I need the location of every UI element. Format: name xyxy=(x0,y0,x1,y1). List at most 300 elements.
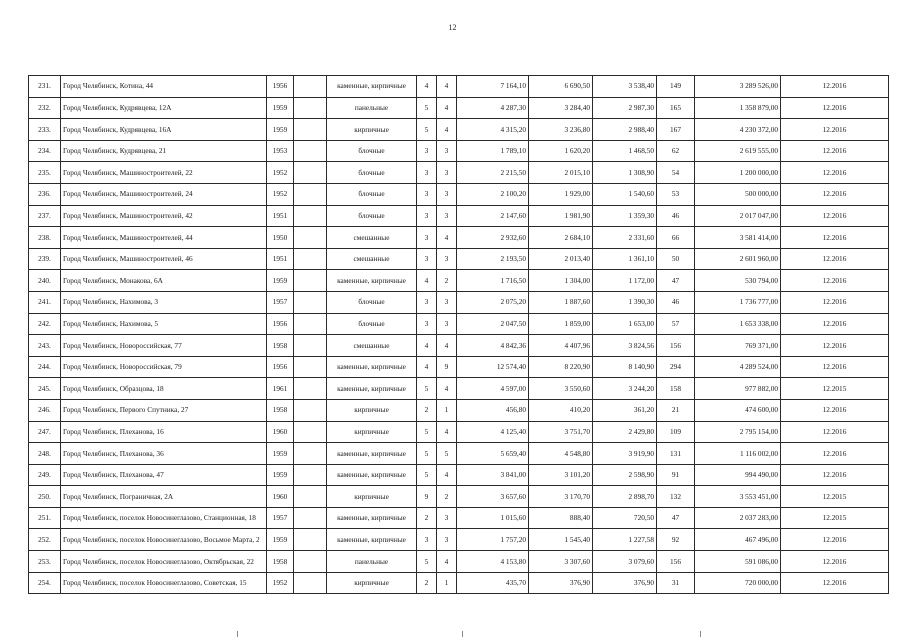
residential-area-cell: 3 079,60 xyxy=(593,551,657,573)
residents-cell: 53 xyxy=(657,183,695,205)
year-cell: 1959 xyxy=(267,97,294,119)
blank-cell xyxy=(294,335,327,357)
wall-material-cell: блочные xyxy=(327,205,417,227)
wall-material-cell: каменные, кирпичные xyxy=(327,270,417,292)
residents-cell: 149 xyxy=(657,76,695,98)
floors-cell: 5 xyxy=(417,378,437,400)
year-cell: 1961 xyxy=(267,378,294,400)
blank-cell xyxy=(294,507,327,529)
year-cell: 1958 xyxy=(267,399,294,421)
floors-cell: 5 xyxy=(417,119,437,141)
row-number: 250. xyxy=(29,486,61,508)
year-cell: 1960 xyxy=(267,421,294,443)
row-number: 235. xyxy=(29,162,61,184)
living-area-cell: 4 548,80 xyxy=(529,443,593,465)
year-cell: 1953 xyxy=(267,140,294,162)
blank-cell xyxy=(294,140,327,162)
entrances-cell: 3 xyxy=(437,313,457,335)
address-cell: Город Челябинск, Первого Спутника, 27 xyxy=(61,399,267,421)
residents-cell: 158 xyxy=(657,378,695,400)
table-row xyxy=(29,97,889,119)
residential-area-cell: 1 172,00 xyxy=(593,270,657,292)
entrances-cell: 5 xyxy=(437,443,457,465)
residential-area-cell: 1 653,00 xyxy=(593,313,657,335)
total-area-cell: 4 842,36 xyxy=(457,335,529,357)
row-number: 246. xyxy=(29,399,61,421)
blank-cell xyxy=(294,421,327,443)
row-number: 238. xyxy=(29,227,61,249)
living-area-cell: 410,20 xyxy=(529,399,593,421)
living-area-cell: 8 220,90 xyxy=(529,356,593,378)
living-area-cell: 1 887,60 xyxy=(529,291,593,313)
residential-area-cell: 1 390,30 xyxy=(593,291,657,313)
row-number: 234. xyxy=(29,140,61,162)
living-area-cell: 3 236,80 xyxy=(529,119,593,141)
row-number: 242. xyxy=(29,313,61,335)
date-cell: 12.2016 xyxy=(781,443,889,465)
date-cell: 12.2016 xyxy=(781,97,889,119)
floors-cell: 9 xyxy=(417,486,437,508)
table-row xyxy=(29,443,889,465)
residents-cell: 109 xyxy=(657,421,695,443)
floors-cell: 3 xyxy=(417,291,437,313)
residents-cell: 156 xyxy=(657,335,695,357)
address-cell: Город Челябинск, Машиностроителей, 46 xyxy=(61,248,267,270)
cost-cell: 467 496,00 xyxy=(695,529,781,551)
year-cell: 1959 xyxy=(267,529,294,551)
date-cell: 12.2015 xyxy=(781,378,889,400)
residents-cell: 167 xyxy=(657,119,695,141)
residential-area-cell: 3 244,20 xyxy=(593,378,657,400)
residents-cell: 131 xyxy=(657,443,695,465)
cost-cell: 1 358 879,00 xyxy=(695,97,781,119)
table-row xyxy=(29,529,889,551)
floors-cell: 2 xyxy=(417,399,437,421)
living-area-cell: 2 015,10 xyxy=(529,162,593,184)
row-number: 249. xyxy=(29,464,61,486)
date-cell: 12.2016 xyxy=(781,270,889,292)
date-cell: 12.2016 xyxy=(781,248,889,270)
date-cell: 12.2016 xyxy=(781,76,889,98)
residents-cell: 50 xyxy=(657,248,695,270)
total-area-cell: 2 215,50 xyxy=(457,162,529,184)
date-cell: 12.2016 xyxy=(781,572,889,594)
table-row xyxy=(29,140,889,162)
wall-material-cell: кирпичные xyxy=(327,421,417,443)
entrances-cell: 4 xyxy=(437,119,457,141)
residential-area-cell: 1 359,30 xyxy=(593,205,657,227)
row-number: 236. xyxy=(29,183,61,205)
year-cell: 1956 xyxy=(267,313,294,335)
year-cell: 1959 xyxy=(267,119,294,141)
floors-cell: 5 xyxy=(417,443,437,465)
living-area-cell: 6 690,50 xyxy=(529,76,593,98)
cost-cell: 474 600,00 xyxy=(695,399,781,421)
entrances-cell: 4 xyxy=(437,464,457,486)
residential-area-cell: 8 140,90 xyxy=(593,356,657,378)
wall-material-cell: каменные, кирпичные xyxy=(327,443,417,465)
total-area-cell: 2 100,20 xyxy=(457,183,529,205)
total-area-cell: 4 287,30 xyxy=(457,97,529,119)
cost-cell: 500 000,00 xyxy=(695,183,781,205)
residential-area-cell: 3 824,56 xyxy=(593,335,657,357)
residential-area-cell: 1 308,90 xyxy=(593,162,657,184)
entrances-cell: 4 xyxy=(437,378,457,400)
wall-material-cell: каменные, кирпичные xyxy=(327,464,417,486)
total-area-cell: 3 841,00 xyxy=(457,464,529,486)
entrances-cell: 3 xyxy=(437,529,457,551)
wall-material-cell: панельные xyxy=(327,551,417,573)
year-cell: 1958 xyxy=(267,551,294,573)
entrances-cell: 3 xyxy=(437,183,457,205)
address-cell: Город Челябинск, Новороссийская, 79 xyxy=(61,356,267,378)
row-number: 231. xyxy=(29,76,61,98)
table-row xyxy=(29,162,889,184)
residents-cell: 46 xyxy=(657,205,695,227)
residents-cell: 57 xyxy=(657,313,695,335)
entrances-cell: 3 xyxy=(437,507,457,529)
date-cell: 12.2015 xyxy=(781,486,889,508)
residential-area-cell: 361,20 xyxy=(593,399,657,421)
wall-material-cell: смешанные xyxy=(327,227,417,249)
living-area-cell: 3 307,60 xyxy=(529,551,593,573)
residents-cell: 46 xyxy=(657,291,695,313)
entrances-cell: 3 xyxy=(437,248,457,270)
blank-cell xyxy=(294,443,327,465)
date-cell: 12.2016 xyxy=(781,464,889,486)
total-area-cell: 2 932,60 xyxy=(457,227,529,249)
residential-area-cell: 2 429,80 xyxy=(593,421,657,443)
date-cell: 12.2016 xyxy=(781,551,889,573)
living-area-cell: 1 620,20 xyxy=(529,140,593,162)
wall-material-cell: каменные, кирпичные xyxy=(327,76,417,98)
floors-cell: 2 xyxy=(417,507,437,529)
wall-material-cell: каменные, кирпичные xyxy=(327,378,417,400)
row-number: 240. xyxy=(29,270,61,292)
total-area-cell: 1 716,50 xyxy=(457,270,529,292)
entrances-cell: 2 xyxy=(437,270,457,292)
address-cell: Город Челябинск, Плеханова, 47 xyxy=(61,464,267,486)
floors-cell: 5 xyxy=(417,551,437,573)
address-cell: Город Челябинск, Плеханова, 16 xyxy=(61,421,267,443)
wall-material-cell: блочные xyxy=(327,313,417,335)
row-number: 254. xyxy=(29,572,61,594)
cost-cell: 1 116 002,00 xyxy=(695,443,781,465)
table-row xyxy=(29,551,889,573)
cost-cell: 2 619 555,00 xyxy=(695,140,781,162)
cost-cell: 977 882,00 xyxy=(695,378,781,400)
wall-material-cell: каменные, кирпичные xyxy=(327,356,417,378)
year-cell: 1959 xyxy=(267,464,294,486)
row-number: 237. xyxy=(29,205,61,227)
row-number: 253. xyxy=(29,551,61,573)
residents-cell: 92 xyxy=(657,529,695,551)
residents-cell: 31 xyxy=(657,572,695,594)
cost-cell: 2 601 960,00 xyxy=(695,248,781,270)
residents-cell: 21 xyxy=(657,399,695,421)
entrances-cell: 4 xyxy=(437,76,457,98)
cost-cell: 530 794,00 xyxy=(695,270,781,292)
entrances-cell: 9 xyxy=(437,356,457,378)
total-area-cell: 4 153,80 xyxy=(457,551,529,573)
table-row xyxy=(29,270,889,292)
residential-area-cell: 2 987,30 xyxy=(593,97,657,119)
cost-cell: 2 017 047,00 xyxy=(695,205,781,227)
row-number: 251. xyxy=(29,507,61,529)
wall-material-cell: каменные, кирпичные xyxy=(327,529,417,551)
living-area-cell: 3 550,60 xyxy=(529,378,593,400)
total-area-cell: 4 315,20 xyxy=(457,119,529,141)
blank-cell xyxy=(294,270,327,292)
year-cell: 1957 xyxy=(267,291,294,313)
living-area-cell: 3 101,20 xyxy=(529,464,593,486)
table-row xyxy=(29,119,889,141)
table-body xyxy=(29,76,889,594)
residential-area-cell: 1 468,50 xyxy=(593,140,657,162)
wall-material-cell: панельные xyxy=(327,97,417,119)
table-row xyxy=(29,507,889,529)
residents-cell: 294 xyxy=(657,356,695,378)
table-row xyxy=(29,486,889,508)
address-cell: Город Челябинск, Монакова, 6А xyxy=(61,270,267,292)
table-row xyxy=(29,464,889,486)
total-area-cell: 2 193,50 xyxy=(457,248,529,270)
blank-cell xyxy=(294,313,327,335)
total-area-cell: 12 574,40 xyxy=(457,356,529,378)
cost-cell: 3 581 414,00 xyxy=(695,227,781,249)
living-area-cell: 1 859,00 xyxy=(529,313,593,335)
address-cell: Город Челябинск, поселок Новосинеглазово, Советская, 15 xyxy=(61,572,267,594)
table-row xyxy=(29,76,889,98)
entrances-cell: 4 xyxy=(437,335,457,357)
floors-cell: 3 xyxy=(417,183,437,205)
wall-material-cell: кирпичные xyxy=(327,399,417,421)
total-area-cell: 456,80 xyxy=(457,399,529,421)
date-cell: 12.2016 xyxy=(781,119,889,141)
living-area-cell: 1 304,00 xyxy=(529,270,593,292)
year-cell: 1950 xyxy=(267,227,294,249)
total-area-cell: 2 147,60 xyxy=(457,205,529,227)
year-cell: 1952 xyxy=(267,162,294,184)
floors-cell: 5 xyxy=(417,421,437,443)
address-cell: Город Челябинск, Машиностроителей, 42 xyxy=(61,205,267,227)
residential-area-cell: 1 361,10 xyxy=(593,248,657,270)
wall-material-cell: смешанные xyxy=(327,335,417,357)
address-cell: Город Челябинск, Пограничная, 2А xyxy=(61,486,267,508)
row-number: 233. xyxy=(29,119,61,141)
table-row xyxy=(29,248,889,270)
date-cell: 12.2016 xyxy=(781,356,889,378)
living-area-cell: 2 684,10 xyxy=(529,227,593,249)
living-area-cell: 2 013,40 xyxy=(529,248,593,270)
floors-cell: 3 xyxy=(417,529,437,551)
blank-cell xyxy=(294,551,327,573)
residential-area-cell: 1 540,60 xyxy=(593,183,657,205)
residents-cell: 47 xyxy=(657,507,695,529)
year-cell: 1951 xyxy=(267,248,294,270)
blank-cell xyxy=(294,248,327,270)
address-cell: Город Челябинск, Котина, 44 xyxy=(61,76,267,98)
year-cell: 1952 xyxy=(267,183,294,205)
date-cell: 12.2016 xyxy=(781,291,889,313)
total-area-cell: 4 125,40 xyxy=(457,421,529,443)
year-cell: 1960 xyxy=(267,486,294,508)
address-cell: Город Челябинск, поселок Новосинеглазово, Восьмое Марта, 2 xyxy=(61,529,267,551)
cost-cell: 4 230 372,00 xyxy=(695,119,781,141)
floors-cell: 3 xyxy=(417,162,437,184)
address-cell: Город Челябинск, Кудрявцева, 16А xyxy=(61,119,267,141)
cost-cell: 591 086,00 xyxy=(695,551,781,573)
living-area-cell: 1 981,90 xyxy=(529,205,593,227)
year-cell: 1957 xyxy=(267,507,294,529)
cost-cell: 994 490,00 xyxy=(695,464,781,486)
table-row xyxy=(29,313,889,335)
residents-cell: 54 xyxy=(657,162,695,184)
total-area-cell: 1 757,20 xyxy=(457,529,529,551)
total-area-cell: 1 789,10 xyxy=(457,140,529,162)
total-area-cell: 7 164,10 xyxy=(457,76,529,98)
housing-registry-table xyxy=(28,75,889,594)
total-area-cell: 5 659,40 xyxy=(457,443,529,465)
table-row xyxy=(29,421,889,443)
blank-cell xyxy=(294,464,327,486)
date-cell: 12.2016 xyxy=(781,335,889,357)
residential-area-cell: 2 988,40 xyxy=(593,119,657,141)
residents-cell: 62 xyxy=(657,140,695,162)
table-row xyxy=(29,227,889,249)
year-cell: 1959 xyxy=(267,270,294,292)
blank-cell xyxy=(294,183,327,205)
wall-material-cell: блочные xyxy=(327,183,417,205)
address-cell: Город Челябинск, Кудрявцева, 12А xyxy=(61,97,267,119)
date-cell: 12.2016 xyxy=(781,421,889,443)
date-cell: 12.2016 xyxy=(781,313,889,335)
living-area-cell: 376,90 xyxy=(529,572,593,594)
row-number: 248. xyxy=(29,443,61,465)
residential-area-cell: 720,50 xyxy=(593,507,657,529)
blank-cell xyxy=(294,291,327,313)
floors-cell: 3 xyxy=(417,313,437,335)
cost-cell: 2 795 154,00 xyxy=(695,421,781,443)
living-area-cell: 1 545,40 xyxy=(529,529,593,551)
date-cell: 12.2016 xyxy=(781,140,889,162)
entrances-cell: 2 xyxy=(437,486,457,508)
residential-area-cell: 2 598,90 xyxy=(593,464,657,486)
residents-cell: 132 xyxy=(657,486,695,508)
row-number: 243. xyxy=(29,335,61,357)
living-area-cell: 4 407,96 xyxy=(529,335,593,357)
floors-cell: 2 xyxy=(417,572,437,594)
entrances-cell: 3 xyxy=(437,291,457,313)
cost-cell: 3 289 526,00 xyxy=(695,76,781,98)
table-row xyxy=(29,572,889,594)
wall-material-cell: блочные xyxy=(327,291,417,313)
row-number: 241. xyxy=(29,291,61,313)
living-area-cell: 3 751,70 xyxy=(529,421,593,443)
entrances-cell: 3 xyxy=(437,162,457,184)
address-cell: Город Челябинск, Машиностроителей, 22 xyxy=(61,162,267,184)
wall-material-cell: каменные, кирпичные xyxy=(327,507,417,529)
blank-cell xyxy=(294,572,327,594)
date-cell: 12.2016 xyxy=(781,227,889,249)
date-cell: 12.2016 xyxy=(781,399,889,421)
row-number: 239. xyxy=(29,248,61,270)
address-cell: Город Челябинск, Плеханова, 36 xyxy=(61,443,267,465)
cost-cell: 720 000,00 xyxy=(695,572,781,594)
total-area-cell: 1 015,60 xyxy=(457,507,529,529)
floors-cell: 4 xyxy=(417,270,437,292)
address-cell: Город Челябинск, Машиностроителей, 44 xyxy=(61,227,267,249)
residential-area-cell: 3 538,40 xyxy=(593,76,657,98)
cost-cell: 2 037 283,00 xyxy=(695,507,781,529)
residential-area-cell: 2 898,70 xyxy=(593,486,657,508)
entrances-cell: 4 xyxy=(437,227,457,249)
table-row xyxy=(29,205,889,227)
address-cell: Город Челябинск, Машиностроителей, 24 xyxy=(61,183,267,205)
floors-cell: 4 xyxy=(417,356,437,378)
date-cell: 12.2016 xyxy=(781,529,889,551)
table-row xyxy=(29,356,889,378)
entrances-cell: 1 xyxy=(437,572,457,594)
entrances-cell: 4 xyxy=(437,421,457,443)
residential-area-cell: 376,90 xyxy=(593,572,657,594)
floors-cell: 3 xyxy=(417,227,437,249)
residential-area-cell: 3 919,90 xyxy=(593,443,657,465)
floors-cell: 3 xyxy=(417,205,437,227)
residents-cell: 156 xyxy=(657,551,695,573)
wall-material-cell: кирпичные xyxy=(327,572,417,594)
year-cell: 1952 xyxy=(267,572,294,594)
table-row xyxy=(29,399,889,421)
floors-cell: 5 xyxy=(417,464,437,486)
living-area-cell: 3 284,40 xyxy=(529,97,593,119)
address-cell: Город Челябинск, Кудрявцева, 21 xyxy=(61,140,267,162)
blank-cell xyxy=(294,378,327,400)
total-area-cell: 2 047,50 xyxy=(457,313,529,335)
blank-cell xyxy=(294,486,327,508)
total-area-cell: 3 657,60 xyxy=(457,486,529,508)
floors-cell: 3 xyxy=(417,140,437,162)
year-cell: 1951 xyxy=(267,205,294,227)
cost-cell: 1 736 777,00 xyxy=(695,291,781,313)
address-cell: Город Челябинск, поселок Новосинеглазово, Станционная, 18 xyxy=(61,507,267,529)
blank-cell xyxy=(294,76,327,98)
floors-cell: 4 xyxy=(417,335,437,357)
table-row xyxy=(29,183,889,205)
residents-cell: 91 xyxy=(657,464,695,486)
blank-cell xyxy=(294,356,327,378)
date-cell: 12.2016 xyxy=(781,162,889,184)
residents-cell: 165 xyxy=(657,97,695,119)
entrances-cell: 1 xyxy=(437,399,457,421)
cost-cell: 1 653 338,00 xyxy=(695,313,781,335)
address-cell: Город Челябинск, Нахимова, 5 xyxy=(61,313,267,335)
living-area-cell: 3 170,70 xyxy=(529,486,593,508)
row-number: 252. xyxy=(29,529,61,551)
row-number: 232. xyxy=(29,97,61,119)
blank-cell xyxy=(294,162,327,184)
row-number: 247. xyxy=(29,421,61,443)
entrances-cell: 4 xyxy=(437,551,457,573)
blank-cell xyxy=(294,119,327,141)
address-cell: Город Челябинск, Образцова, 18 xyxy=(61,378,267,400)
address-cell: Город Челябинск, Новороссийская, 77 xyxy=(61,335,267,357)
year-cell: 1956 xyxy=(267,356,294,378)
entrances-cell: 3 xyxy=(437,140,457,162)
total-area-cell: 4 597,00 xyxy=(457,378,529,400)
date-cell: 12.2015 xyxy=(781,507,889,529)
date-cell: 12.2016 xyxy=(781,183,889,205)
